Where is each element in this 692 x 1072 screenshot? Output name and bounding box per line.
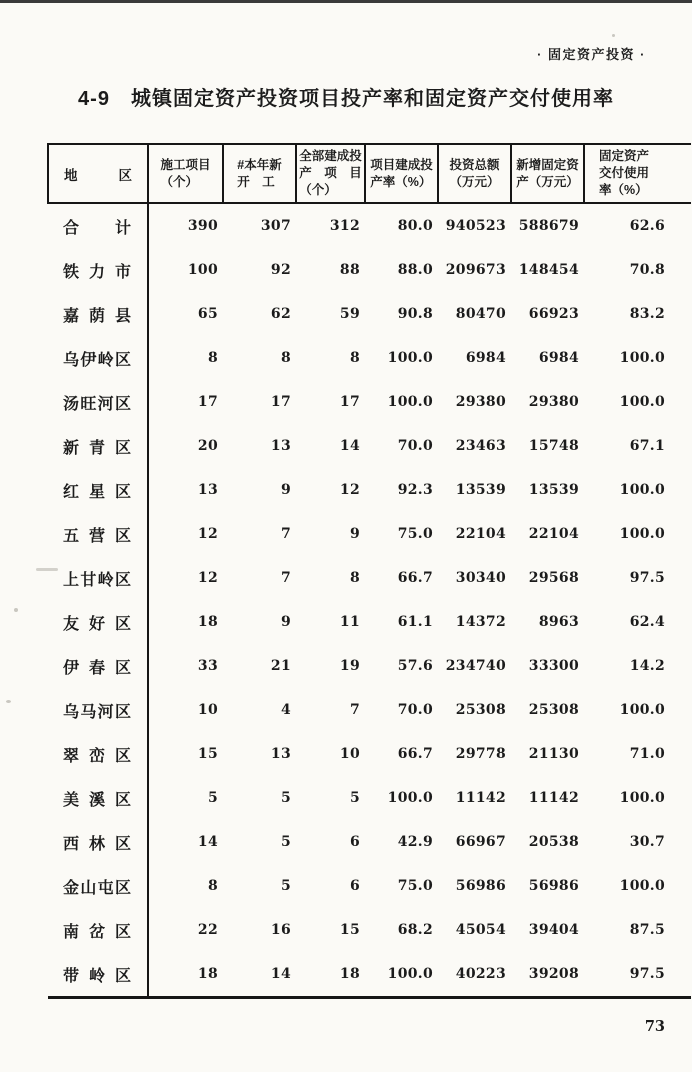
value-cell: 33	[197, 658, 218, 674]
region-cell	[48, 732, 148, 776]
value-cell: 8	[349, 570, 360, 586]
value-cell: 18	[197, 966, 218, 982]
value-cell: 307	[260, 218, 291, 234]
column-header-label: 地区	[64, 167, 132, 183]
value-cell: 20538	[528, 834, 579, 850]
column-header-label: 施工项目 （个）	[160, 157, 211, 189]
column-header-total-investment	[438, 144, 511, 203]
value-cell: 25308	[455, 702, 506, 718]
value-cell: 40223	[455, 966, 506, 982]
value-cell: 11	[339, 614, 360, 630]
region-cell	[48, 908, 148, 952]
value-cell: 68.2	[397, 922, 433, 938]
column-header-label: #本年新 开 工	[237, 157, 282, 189]
value-cell: 14	[197, 834, 218, 850]
value-cell: 19	[339, 658, 360, 674]
value-cell: 21	[270, 658, 291, 674]
table-row	[48, 820, 691, 864]
table-row	[48, 468, 691, 512]
value-cell: 22104	[455, 526, 506, 542]
value-cell: 10	[197, 702, 218, 718]
scan-edge-top	[0, 0, 692, 3]
value-cell: 80.0	[397, 218, 433, 234]
table-row	[48, 512, 691, 556]
value-cell: 61.1	[397, 614, 433, 630]
table-row	[48, 908, 691, 952]
value-cell: 8	[207, 350, 218, 366]
value-cell: 312	[329, 218, 360, 234]
value-cell: 92	[270, 262, 291, 278]
value-cell: 29778	[455, 746, 506, 762]
value-cell: 14	[339, 438, 360, 454]
table-row	[48, 600, 691, 644]
value-cell: 83.2	[629, 306, 665, 322]
column-header-label: 全部建成投 产 项 目 （个）	[299, 149, 362, 197]
region-label: 友好区	[63, 615, 131, 633]
value-cell: 56986	[528, 878, 579, 894]
value-cell: 6	[349, 878, 360, 894]
column-header-region	[48, 144, 148, 203]
value-cell: 5	[207, 790, 218, 806]
region-label: 伊春区	[63, 659, 131, 677]
value-cell: 71.0	[629, 746, 665, 762]
region-label: 五营区	[63, 527, 131, 545]
value-cell: 59	[339, 306, 360, 322]
value-cell: 8	[349, 350, 360, 366]
value-cell: 20	[197, 438, 218, 454]
column-header-completed-projects	[296, 144, 365, 203]
column-header-label: 新增固定资 产（万元）	[516, 157, 579, 189]
table-row	[48, 776, 691, 820]
value-cell: 100.0	[619, 350, 665, 366]
region-cell	[48, 952, 148, 998]
column-header-label: 投资总额 （万元）	[449, 157, 500, 189]
column-header-delivery-rate	[584, 144, 691, 203]
value-cell: 4	[280, 702, 291, 718]
value-cell: 100	[187, 262, 218, 278]
table-row	[48, 732, 691, 776]
column-header-construction-projects	[148, 144, 223, 203]
value-cell: 90.8	[397, 306, 433, 322]
value-cell: 15	[197, 746, 218, 762]
value-cell: 67.1	[629, 438, 665, 454]
value-cell: 12	[197, 570, 218, 586]
value-cell: 100.0	[619, 878, 665, 894]
region-label: 带岭区	[63, 967, 131, 985]
value-cell: 21130	[528, 746, 579, 762]
value-cell: 70.0	[397, 438, 433, 454]
value-cell: 87.5	[629, 922, 665, 938]
table-row	[48, 952, 691, 998]
region-cell	[48, 468, 148, 512]
table-row	[48, 424, 691, 468]
value-cell: 940523	[445, 218, 506, 234]
table-row	[48, 644, 691, 688]
value-cell: 13	[270, 746, 291, 762]
region-label: 嘉荫县	[63, 307, 131, 325]
value-cell: 88.0	[397, 262, 433, 278]
value-cell: 97.5	[629, 570, 665, 586]
value-cell: 8	[207, 878, 218, 894]
table-row	[48, 688, 691, 732]
value-cell: 39404	[528, 922, 579, 938]
value-cell: 18	[339, 966, 360, 982]
value-cell: 92.3	[397, 482, 433, 498]
value-cell: 100.0	[387, 966, 433, 982]
value-cell: 62	[270, 306, 291, 322]
region-label: 新青区	[63, 439, 131, 457]
value-cell: 29380	[528, 394, 579, 410]
column-header-new-fixed-assets	[511, 144, 584, 203]
value-cell: 6984	[465, 350, 506, 366]
value-cell: 100.0	[387, 350, 433, 366]
region-cell	[48, 864, 148, 908]
region-label: 红星区	[63, 483, 131, 501]
value-cell: 7	[280, 526, 291, 542]
value-cell: 66923	[528, 306, 579, 322]
value-cell: 66967	[455, 834, 506, 850]
region-cell	[48, 820, 148, 864]
value-cell: 11142	[455, 790, 506, 806]
value-cell: 97.5	[629, 966, 665, 982]
scan-speck	[14, 608, 18, 612]
region-cell	[48, 424, 148, 468]
region-cell	[48, 688, 148, 732]
value-cell: 9	[280, 482, 291, 498]
value-cell: 42.9	[397, 834, 433, 850]
region-cell	[48, 556, 148, 600]
value-cell: 29380	[455, 394, 506, 410]
column-header-label: 项目建成投 产率（%）	[370, 157, 433, 189]
scan-speck	[36, 568, 58, 571]
value-cell: 7	[349, 702, 360, 718]
value-cell: 17	[197, 394, 218, 410]
value-cell: 75.0	[397, 878, 433, 894]
value-cell: 62.6	[629, 218, 665, 234]
region-label: 乌马河区	[63, 703, 131, 721]
value-cell: 33300	[528, 658, 579, 674]
value-cell: 56986	[455, 878, 506, 894]
table-row	[48, 292, 691, 336]
section-header: · 固定资产投资 ·	[537, 47, 646, 62]
value-cell: 588679	[518, 218, 579, 234]
page-number: 73	[644, 1018, 665, 1035]
value-cell: 14.2	[629, 658, 665, 674]
value-cell: 13539	[528, 482, 579, 498]
region-label: 上甘岭区	[63, 571, 131, 589]
table-row	[48, 203, 691, 248]
region-cell	[48, 380, 148, 424]
column-header-label: 固定资产 交付使用 率（%）	[599, 149, 650, 197]
region-label: 乌伊岭区	[63, 351, 131, 369]
value-cell: 390	[187, 218, 218, 234]
table-row	[48, 380, 691, 424]
value-cell: 9	[349, 526, 360, 542]
value-cell: 12	[197, 526, 218, 542]
region-label: 西林区	[63, 835, 131, 853]
value-cell: 80470	[455, 306, 506, 322]
value-cell: 5	[280, 790, 291, 806]
value-cell: 15748	[528, 438, 579, 454]
value-cell: 23463	[455, 438, 506, 454]
region-label: 翠峦区	[63, 747, 131, 765]
value-cell: 6	[349, 834, 360, 850]
region-label: 汤旺河区	[63, 395, 131, 413]
value-cell: 22	[197, 922, 218, 938]
value-cell: 70.8	[629, 262, 665, 278]
value-cell: 8963	[538, 614, 579, 630]
region-label: 铁力市	[63, 263, 131, 281]
value-cell: 100.0	[619, 482, 665, 498]
table-row	[48, 864, 691, 908]
region-cell	[48, 600, 148, 644]
value-cell: 209673	[445, 262, 506, 278]
value-cell: 45054	[455, 922, 506, 938]
value-cell: 5	[349, 790, 360, 806]
region-cell	[48, 512, 148, 556]
value-cell: 5	[280, 834, 291, 850]
scan-speck	[612, 34, 615, 37]
value-cell: 12	[339, 482, 360, 498]
region-cell	[48, 292, 148, 336]
value-cell: 62.4	[629, 614, 665, 630]
value-cell: 234740	[445, 658, 506, 674]
region-cell	[48, 248, 148, 292]
value-cell: 17	[270, 394, 291, 410]
value-cell: 14372	[455, 614, 506, 630]
value-cell: 10	[339, 746, 360, 762]
value-cell: 30.7	[629, 834, 665, 850]
table-row	[48, 248, 691, 292]
value-cell: 16	[270, 922, 291, 938]
region-cell	[48, 644, 148, 688]
value-cell: 25308	[528, 702, 579, 718]
value-cell: 9	[280, 614, 291, 630]
value-cell: 17	[339, 394, 360, 410]
region-cell	[48, 203, 148, 248]
page-title: 4-9 城镇固定资产投资项目投产率和固定资产交付使用率	[78, 88, 614, 110]
value-cell: 39208	[528, 966, 579, 982]
value-cell: 15	[339, 922, 360, 938]
value-cell: 88	[339, 262, 360, 278]
region-cell	[48, 336, 148, 380]
column-header-newly-started	[223, 144, 296, 203]
value-cell: 100.0	[387, 394, 433, 410]
value-cell: 100.0	[619, 526, 665, 542]
value-cell: 29568	[528, 570, 579, 586]
value-cell: 100.0	[619, 702, 665, 718]
value-cell: 65	[197, 306, 218, 322]
table-header-row	[48, 144, 691, 203]
table-row	[48, 556, 691, 600]
value-cell: 22104	[528, 526, 579, 542]
region-cell	[48, 776, 148, 820]
statistics-table	[47, 143, 691, 999]
value-cell: 13	[270, 438, 291, 454]
value-cell: 66.7	[397, 570, 433, 586]
value-cell: 14	[270, 966, 291, 982]
region-label: 合计	[63, 219, 131, 237]
value-cell: 66.7	[397, 746, 433, 762]
value-cell: 75.0	[397, 526, 433, 542]
value-cell: 57.6	[397, 658, 433, 674]
value-cell: 18	[197, 614, 218, 630]
value-cell: 148454	[518, 262, 579, 278]
scan-speck	[6, 700, 11, 703]
region-label: 美溪区	[63, 791, 131, 809]
value-cell: 13	[197, 482, 218, 498]
value-cell: 100.0	[387, 790, 433, 806]
value-cell: 100.0	[619, 790, 665, 806]
value-cell: 7	[280, 570, 291, 586]
value-cell: 70.0	[397, 702, 433, 718]
value-cell: 30340	[455, 570, 506, 586]
value-cell: 6984	[538, 350, 579, 366]
value-cell: 5	[280, 878, 291, 894]
region-label: 金山屯区	[63, 879, 131, 897]
column-header-completion-rate	[365, 144, 438, 203]
value-cell: 100.0	[619, 394, 665, 410]
region-label: 南岔区	[63, 923, 131, 941]
table-row	[48, 336, 691, 380]
value-cell: 8	[280, 350, 291, 366]
value-cell: 11142	[528, 790, 579, 806]
value-cell: 13539	[455, 482, 506, 498]
